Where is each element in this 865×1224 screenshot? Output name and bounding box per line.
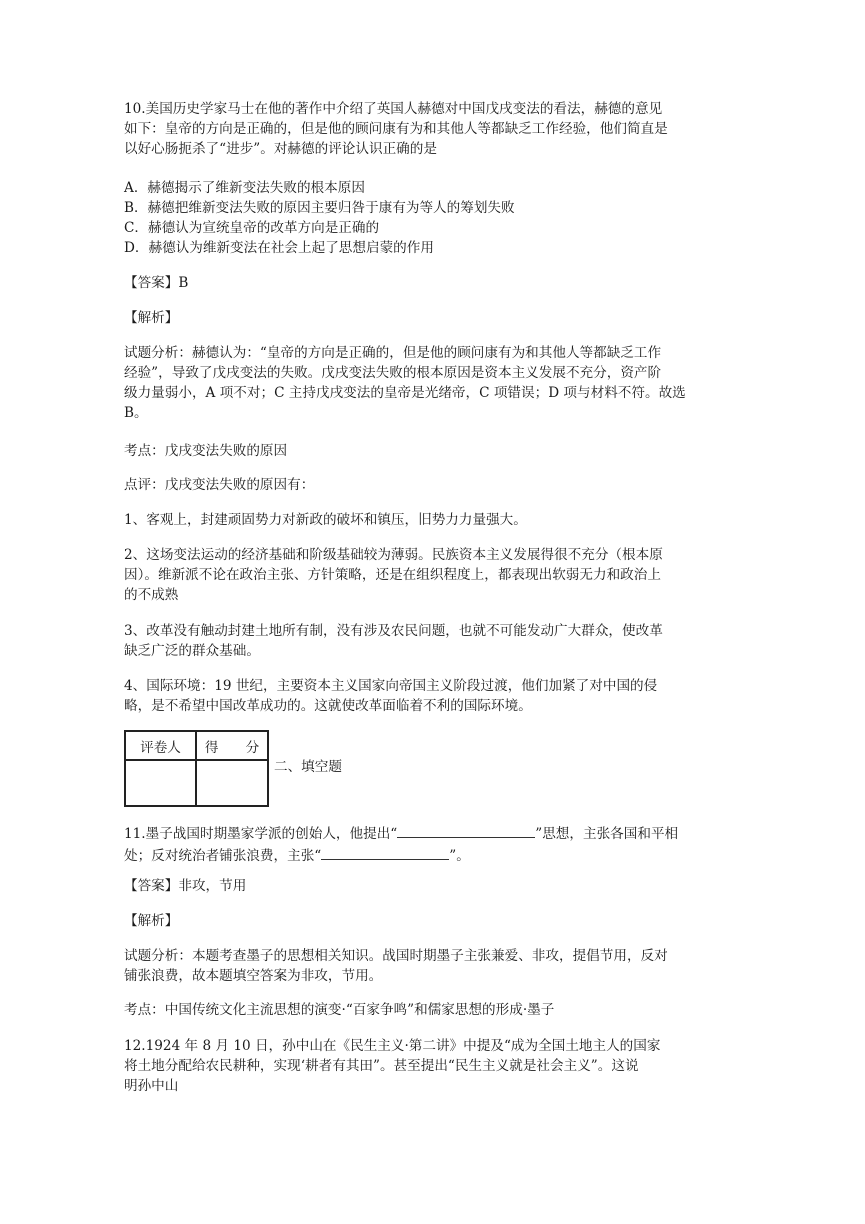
section-title: 二、填空题 — [274, 759, 342, 775]
option-a: A．赫德揭示了维新变法失败的根本原因 — [124, 180, 365, 196]
text-line: 1、客观上，封建顽固势力对新政的破坏和镇压，旧势力力量强大。 — [124, 512, 527, 528]
answer-blank-1[interactable] — [397, 822, 535, 838]
text-line: 经验”，导致了戊戌变法的失败。戊戌变法失败的根本原因是资本主义发展不充分，资产阶 — [124, 365, 662, 381]
q10-dianping: 点评：戊戌变法失败的原因有： — [124, 477, 315, 493]
q10-answer: 【答案】B — [124, 275, 189, 291]
text-line: 2、这场变法运动的经济基础和阶级基础较为薄弱。民族资本主义发展得很不充分（根本原 — [124, 547, 663, 563]
text-line — [124, 844, 742, 866]
q11-text-2a: 处；反对统治者铺张浪费，主张“ — [124, 848, 322, 864]
grader-cell — [125, 760, 196, 806]
q11-text-1a: 11.墨子战国时期墨家学派的创始人，他提出“ — [124, 826, 398, 842]
text-line: 12.1924 年 8 月 10 日，孙中山在《民生主义·第二讲》中提及“成为全国土地主人的国家 — [124, 1038, 661, 1054]
answer-blank-2[interactable] — [321, 844, 449, 860]
reason-4 — [124, 676, 742, 716]
q11-analysis-label: 【解析】 — [124, 913, 179, 929]
q10-kaodian: 考点：戊戌变法失败的原因 — [124, 443, 288, 459]
text-line: 的不成熟 — [124, 587, 179, 603]
text-line: 试题分析：赫德认为：“皇帝的方向是正确的，但是他的顾问康有为和其他人等都缺乏工作 — [124, 345, 662, 361]
text-line — [124, 822, 742, 844]
option-c: C．赫德认为宣统皇帝的改革方向是正确的 — [124, 220, 380, 236]
reason-1 — [124, 510, 742, 530]
grader-header: 评卷人 — [125, 731, 196, 760]
score-header: 得 分 — [196, 731, 268, 760]
text-line: B。 — [124, 405, 148, 421]
text-line: 铺张浪费，故本题填空答案为非攻，节用。 — [124, 968, 383, 984]
q10-stem — [124, 99, 742, 159]
text-line: 10.美国历史学家马士在他的著作中介绍了英国人赫德对中国戊戌变法的看法，赫德的意见 — [124, 101, 663, 117]
q11-text-1b: ”思想，主张各国和平相 — [535, 826, 679, 842]
text-line: 将土地分配给农民耕种，实现‘耕者有其田”。甚至提出“民生主义就是社会主义”。这说 — [124, 1058, 639, 1074]
text-line: 如下：皇帝的方向是正确的，但是他的顾问康有为和其他人等都缺乏工作经验，他们简直是 — [124, 121, 668, 137]
option-b: B．赫德把维新变法失败的原因主要归咎于康有为等人的筹划失败 — [124, 200, 515, 216]
q10-analysis — [124, 343, 742, 423]
text-line: 缺乏广泛的群众基础。 — [124, 643, 260, 659]
text-line: 级力量弱小，A 项不对；C 主持戊戌变法的皇帝是光绪帝，C 项错误；D 项与材料不符。故选 — [124, 385, 686, 401]
score-cell — [196, 760, 268, 806]
q11-stem — [124, 822, 742, 866]
reason-3 — [124, 621, 742, 661]
text-line: 略，是不希望中国改革成功的。这就使改革面临着不利的国际环境。 — [124, 698, 532, 714]
q10-options — [124, 178, 742, 258]
text-line: 以好心肠扼杀了“进步”。对赫德的评论认识正确的是 — [124, 141, 437, 157]
q12-stem — [124, 1036, 742, 1096]
q11-text-2b: ”。 — [449, 848, 470, 864]
q11-analysis — [124, 946, 742, 986]
text-line: 试题分析：本题考查墨子的思想相关知识。战国时期墨子主张兼爱、非攻，提倡节用，反对 — [124, 948, 668, 964]
score-table — [124, 730, 269, 807]
q11-kaodian: 考点：中国传统文化主流思想的演变·“百家争鸣”和儒家思想的形成·墨子 — [124, 1002, 555, 1018]
option-d: D．赫德认为维新变法在社会上起了思想启蒙的作用 — [124, 240, 434, 256]
text-line: 明孙中山 — [124, 1078, 179, 1094]
reason-2 — [124, 545, 742, 605]
q10-analysis-label: 【解析】 — [124, 310, 179, 326]
text-line: 因）。维新派不论在政治主张、方针策略，还是在组织程度上，都表现出软弱无力和政治上 — [124, 567, 661, 583]
text-line: 4、国际环境：19 世纪，主要资本主义国家向帝国主义阶段过渡，他们加紧了对中国的侵 — [124, 678, 658, 694]
text-line: 3、改革没有触动封建土地所有制，没有涉及农民问题，也就不可能发动广大群众，使改革 — [124, 623, 663, 639]
q11-answer: 【答案】非攻，节用 — [124, 878, 247, 894]
